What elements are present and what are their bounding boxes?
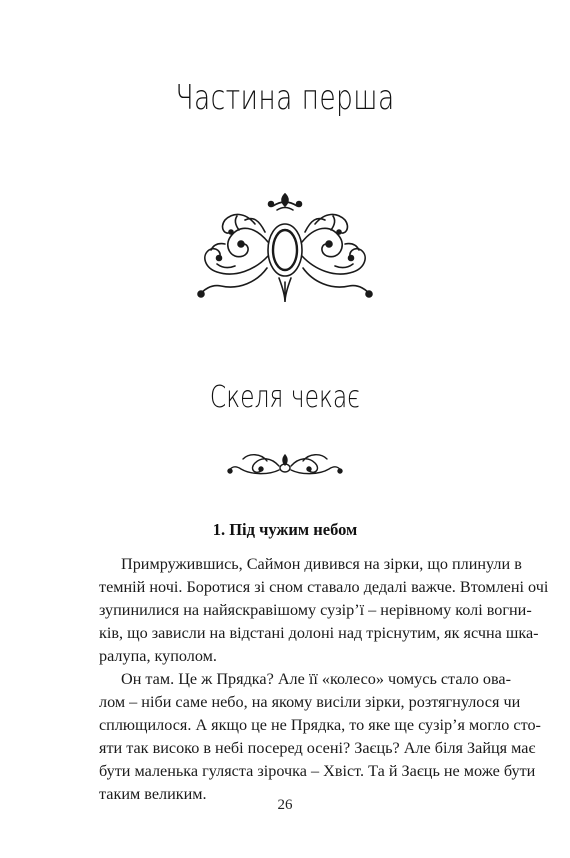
text-line: яти так високо в небі посеред осені? Заєць? Але біля Зайця має: [99, 739, 536, 757]
text-line: Он там. Це ж Прядка? Але її «колесо» чомусь стало ова-: [121, 670, 511, 688]
section-title: 1. Під чужим небом: [212, 520, 358, 539]
paragraph: [77, 553, 549, 668]
text-line: сплющилося. А якщо це не Прядка, то яке ще сузір’я могло сто-: [99, 716, 541, 734]
text-line: ків, що зависли на відстані долоні над тріснутим, як ясчна шка-: [99, 624, 539, 642]
body-text: [77, 553, 549, 806]
text-line: Примружившись, Саймон дивився на зірки, що плинули в: [121, 555, 522, 573]
flourish-large-ornament: [195, 186, 375, 308]
chapter-title: Скеля чекає: [209, 380, 361, 415]
page-number: 26: [277, 797, 293, 813]
text-line: темній ночі. Боротися зі сном ставало дедалі важче. Втомлені очі: [99, 578, 549, 596]
paragraph: [77, 668, 541, 806]
part-title: Частина перша: [175, 78, 395, 118]
text-line: ралупа, куполом.: [99, 647, 217, 665]
text-line: бути маленька гуляста зірочка – Хвіст. Та й Заєць не може бути: [99, 762, 536, 780]
flourish-small-ornament: [227, 451, 343, 477]
text-line: зупинилися на найяскравішому сузір’ї – нерівному колі вогни-: [99, 601, 532, 619]
text-line: таким великим.: [99, 785, 207, 803]
text-line: лом – ніби саме небо, на якому висіли зірки, розтягнулося чи: [99, 693, 521, 711]
